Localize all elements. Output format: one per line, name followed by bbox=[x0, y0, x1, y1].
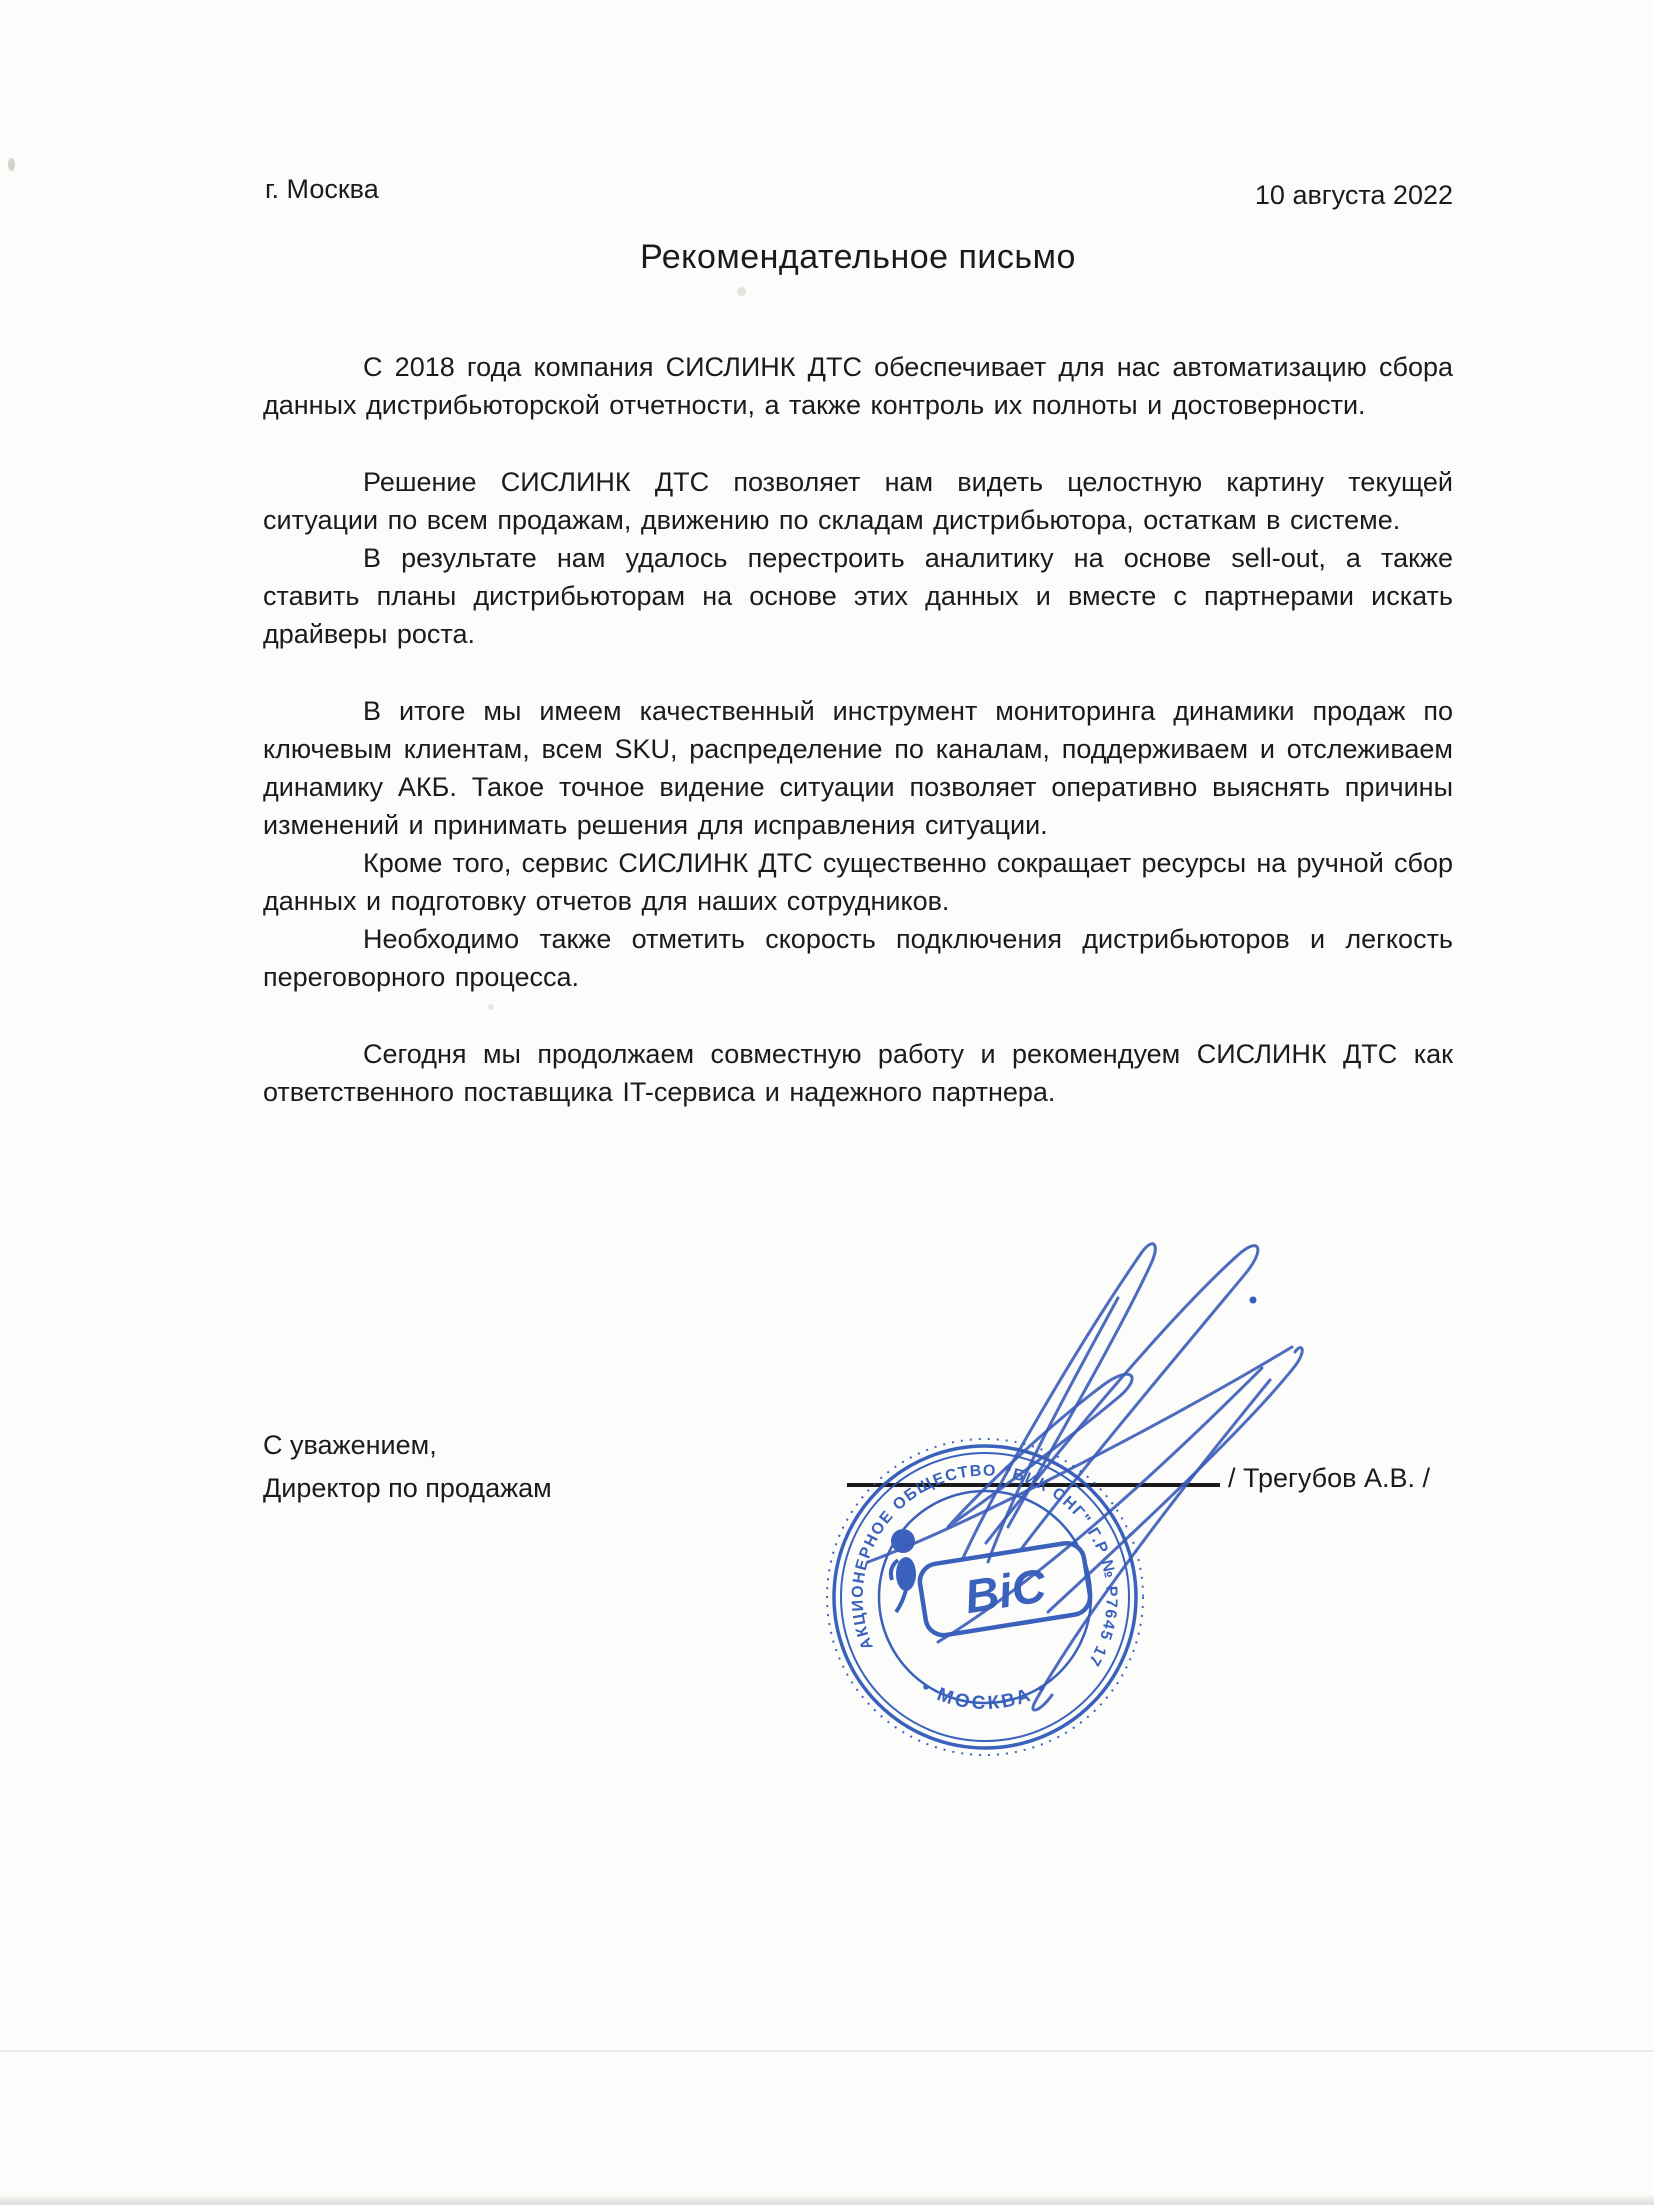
letter-city: г. Москва bbox=[265, 174, 379, 204]
paragraph-5: Кроме того, сервис СИСЛИНК ДТС существенно сокращает ресурсы на ручной сбор данных и подготовку отчетов для наших сотрудников. bbox=[263, 848, 1453, 916]
letter-title: Рекомендательное письмо bbox=[640, 238, 1076, 276]
scan-speck bbox=[737, 287, 746, 296]
stamp-and-signature bbox=[810, 1230, 1330, 1790]
stamp-ring-text: АКЦИОНЕРНОЕ ОБЩЕСТВО "БИК СНГ" Г.Р № Р7645 17 bbox=[849, 1462, 1120, 1670]
bic-logo bbox=[917, 1541, 1092, 1638]
paragraph-6: Необходимо также отметить скорость подключения дистрибьюторов и легкость переговорного процесса. bbox=[263, 924, 1453, 992]
stamp-city-text: • МОСКВА • bbox=[917, 1676, 1053, 1715]
paragraph-1: С 2018 года компания СИСЛИНК ДТС обеспечивает для нас автоматизацию сбора данных дистрибьюторской отчетности, а также контроль их полноты и достоверности. bbox=[263, 352, 1453, 420]
closing-block bbox=[263, 1424, 552, 1510]
signer-name: / Трегубов А.В. / bbox=[1228, 1463, 1431, 1493]
scan-speck bbox=[488, 1004, 494, 1010]
scan-bottom-edge bbox=[0, 2196, 1654, 2205]
letter-date: 10 августа 2022 bbox=[1254, 180, 1453, 210]
closing-position: Директор по продажам bbox=[263, 1473, 552, 1503]
paragraph-7: Сегодня мы продолжаем совместную работу и рекомендуем СИСЛИНК ДТС как ответственного поставщика IT-сервиса и надежного партнера. bbox=[263, 1039, 1453, 1107]
paragraph-4: В итоге мы имеем качественный инструмент мониторинга динамики продаж по ключевым клиентам, всем SKU, распределение по каналам, поддерживаем и отслеживаем динамику АКБ. Такое точное видение ситуации позволяет оперативно выяснять причины изменений и принимать решения для исправления ситуации. bbox=[263, 696, 1453, 840]
scan-artifact-line bbox=[0, 2050, 1654, 2052]
closing-regards: С уважением, bbox=[263, 1430, 437, 1460]
letter-body bbox=[263, 348, 1453, 1111]
scan-speck bbox=[8, 158, 15, 171]
bic-logo-text: BiC bbox=[961, 1558, 1050, 1624]
paragraph-2: Решение СИСЛИНК ДТС позволяет нам видеть целостную картину текущей ситуации по всем продажам, движению по складам дистрибьютора, остаткам в системе. bbox=[263, 467, 1453, 535]
bic-mascot-icon bbox=[891, 1529, 916, 1612]
paragraph-3: В результате нам удалось перестроить аналитику на основе sell-out, а также ставить планы дистрибьюторам на основе этих данных и вместе с партнерами искать драйверы роста. bbox=[263, 543, 1453, 649]
